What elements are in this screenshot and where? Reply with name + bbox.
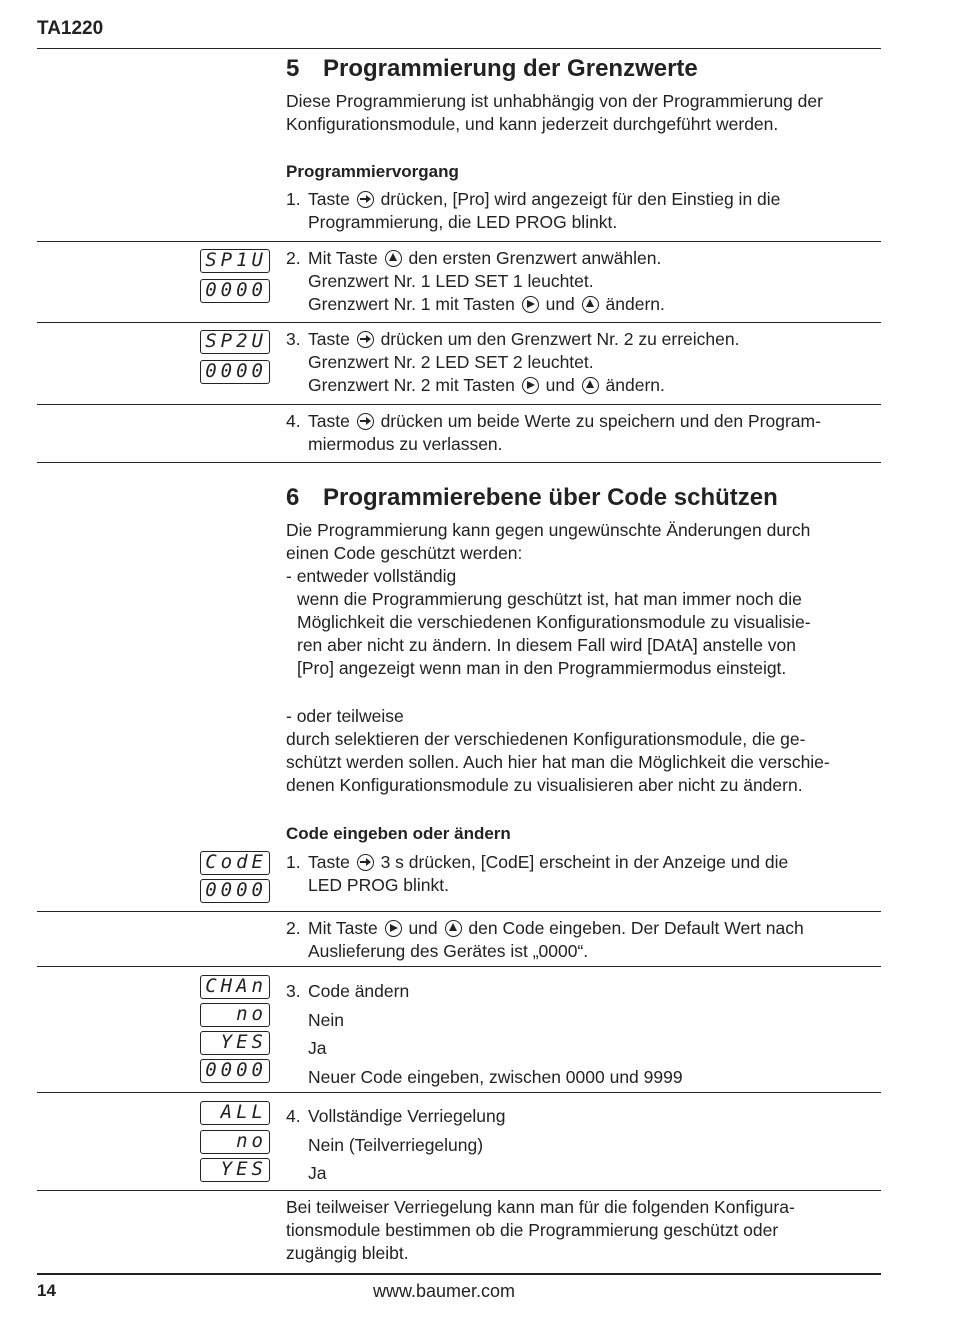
text-line: wenn die Programmierung geschützt ist, hat man immer noch die bbox=[297, 589, 802, 609]
text: und bbox=[408, 918, 438, 938]
enter-key-icon bbox=[357, 854, 374, 871]
display-sp2-value: 0000 bbox=[200, 360, 270, 384]
subheading-programmiervorgang: Programmiervorgang bbox=[286, 162, 459, 181]
full-lock-description bbox=[286, 588, 886, 680]
text-line: LED PROG blinkt. bbox=[308, 875, 450, 895]
text: Grenzwert Nr. 1 mit Tasten bbox=[308, 294, 515, 314]
text-line: Bei teilweiser Verriegelung kann man für die folgenden Konfigura- bbox=[286, 1197, 795, 1217]
step-number: 3. bbox=[286, 329, 301, 349]
text-line: tionsmodule bestimmen ob die Programmierung geschützt oder bbox=[286, 1220, 779, 1240]
page-number: 14 bbox=[37, 1281, 56, 1300]
step-2 bbox=[286, 247, 665, 316]
up-key-icon bbox=[445, 920, 462, 937]
subheading-code-eingeben: Code eingeben oder ändern bbox=[286, 824, 511, 843]
footer-url: www.baumer.com bbox=[373, 1281, 516, 1301]
text-line: Auslieferung des Gerätes ist „0000“. bbox=[308, 941, 589, 961]
section-6-intro bbox=[286, 519, 886, 680]
text: und bbox=[545, 294, 575, 314]
up-key-icon bbox=[582, 296, 599, 313]
text-line: Möglichkeit die verschiedenen Konfigurationsmodule zu visualisie- bbox=[297, 612, 811, 632]
text-line bbox=[286, 293, 665, 316]
closing-paragraph bbox=[286, 1196, 886, 1265]
text: Taste bbox=[308, 411, 350, 431]
text: drücken, [Pro] wird angezeigt für den Einstieg in die bbox=[380, 189, 781, 209]
section-title: Programmierung der Grenzwerte bbox=[323, 55, 698, 82]
text-line: schützt werden sollen. Auch hier hat man die Möglichkeit die verschie- bbox=[286, 752, 830, 772]
text: Taste bbox=[308, 189, 350, 209]
right-key-icon bbox=[522, 377, 539, 394]
document-title: TA1220 bbox=[37, 18, 104, 39]
step-number: 2. bbox=[286, 248, 301, 268]
text-line: denen Konfigurationsmodule zu visualisieren aber nicht zu ändern. bbox=[286, 775, 803, 795]
step-number: 1. bbox=[286, 189, 301, 209]
divider bbox=[37, 911, 881, 912]
text: Code ändern bbox=[308, 981, 410, 1001]
step-3 bbox=[286, 328, 740, 397]
section-title: Programmierebene über Code schützen bbox=[323, 484, 778, 511]
divider bbox=[37, 48, 881, 49]
option-yes: Ja bbox=[308, 1038, 327, 1058]
section-6-heading bbox=[286, 484, 778, 512]
section-number: 5 bbox=[286, 55, 300, 82]
text: und bbox=[545, 375, 575, 395]
divider bbox=[37, 966, 881, 967]
text: den Code eingeben. Der Default Wert nach bbox=[468, 918, 804, 938]
enter-key-icon bbox=[357, 331, 374, 348]
text: Taste bbox=[308, 329, 350, 349]
right-key-icon bbox=[385, 920, 402, 937]
text: den ersten Grenzwert anwählen. bbox=[408, 248, 662, 268]
display-sp2u: SP2U bbox=[200, 330, 270, 354]
section-5-intro bbox=[286, 90, 886, 136]
divider bbox=[37, 462, 881, 463]
step-number: 2. bbox=[286, 918, 301, 938]
partial-lock-description bbox=[286, 705, 886, 797]
display-all: ALL bbox=[200, 1101, 270, 1125]
right-key-icon bbox=[522, 296, 539, 313]
enter-key-icon bbox=[357, 191, 374, 208]
text: Mit Taste bbox=[308, 248, 378, 268]
text-line: Die Programmierung kann gegen ungewünschte Änderungen durch bbox=[286, 520, 811, 540]
step-number: 1. bbox=[286, 852, 301, 872]
up-key-icon bbox=[385, 250, 402, 267]
text: Mit Taste bbox=[308, 918, 378, 938]
display-new-code: 0000 bbox=[200, 1059, 270, 1083]
step-number: 4. bbox=[286, 1106, 301, 1126]
display-code: CodE bbox=[200, 851, 270, 875]
text-line: ren aber nicht zu ändern. In diesem Fall wird [DAtA] anstelle von bbox=[297, 635, 796, 655]
option-no: Nein (Teilverriegelung) bbox=[308, 1134, 484, 1155]
text-line: miermodus zu verlassen. bbox=[308, 434, 503, 454]
text: ändern. bbox=[605, 294, 665, 314]
text-line: einen Code geschützt werden: bbox=[286, 543, 523, 563]
display-yes: YES bbox=[200, 1158, 270, 1182]
step-number: 3. bbox=[286, 981, 301, 1001]
text-line: Programmierung, die LED PROG blinkt. bbox=[308, 212, 618, 232]
section-number: 6 bbox=[286, 484, 300, 511]
text-line: Konfigurationsmodule, und kann jederzeit durchgeführt werden. bbox=[286, 114, 779, 134]
code-step-2 bbox=[286, 917, 804, 963]
text: Grenzwert Nr. 2 mit Tasten bbox=[308, 375, 515, 395]
text-line: - entweder vollständig bbox=[286, 566, 457, 586]
code-step-3 bbox=[286, 977, 683, 1091]
display-yes: YES bbox=[200, 1031, 270, 1055]
divider bbox=[37, 404, 881, 405]
text: 3 s drücken, [CodE] erscheint in der Anzeige und die bbox=[380, 852, 789, 872]
display-no: no bbox=[200, 1003, 270, 1027]
section-5-heading bbox=[286, 55, 698, 83]
option-no: Nein bbox=[308, 1009, 344, 1030]
text-line: durch selektieren der verschiedenen Konfigurationsmodule, die ge- bbox=[286, 729, 806, 749]
text-line: Grenzwert Nr. 1 LED SET 1 leuchtet. bbox=[308, 271, 594, 291]
text-line bbox=[286, 374, 740, 397]
code-step-4 bbox=[286, 1102, 506, 1188]
divider bbox=[37, 241, 881, 242]
text-line bbox=[286, 977, 683, 1006]
text-line: Diese Programmierung ist unhabhängig von der Programmierung der bbox=[286, 91, 823, 111]
display-code-value: 0000 bbox=[200, 879, 270, 903]
footer-divider bbox=[37, 1273, 881, 1275]
divider bbox=[37, 1092, 881, 1093]
enter-key-icon bbox=[357, 413, 374, 430]
step-4 bbox=[286, 410, 821, 456]
divider bbox=[37, 1190, 881, 1191]
text: Taste bbox=[308, 852, 350, 872]
step-1 bbox=[286, 188, 780, 234]
text-line bbox=[286, 1102, 506, 1131]
text-line: zugängig bleibt. bbox=[286, 1243, 409, 1263]
display-sp1u: SP1U bbox=[200, 249, 270, 273]
text-line: - oder teilweise bbox=[286, 706, 404, 726]
step-number: 4. bbox=[286, 411, 301, 431]
code-step-1 bbox=[286, 851, 788, 897]
display-sp1-value: 0000 bbox=[200, 279, 270, 303]
text: Vollständige Verriegelung bbox=[308, 1106, 506, 1126]
up-key-icon bbox=[582, 377, 599, 394]
text: drücken um den Grenzwert Nr. 2 zu erreichen. bbox=[380, 329, 740, 349]
divider bbox=[37, 322, 881, 323]
text-line: [Pro] angezeigt wenn man in den Programmiermodus einsteigt. bbox=[297, 658, 787, 678]
option-yes: Ja bbox=[308, 1163, 327, 1183]
text: ändern. bbox=[605, 375, 665, 395]
display-no: no bbox=[200, 1130, 270, 1154]
display-chan: CHAn bbox=[200, 975, 270, 999]
option-new-code: Neuer Code eingeben, zwischen 0000 und 9999 bbox=[308, 1066, 683, 1087]
text-line: Grenzwert Nr. 2 LED SET 2 leuchtet. bbox=[308, 352, 594, 372]
text: drücken um beide Werte zu speichern und den Program- bbox=[380, 411, 821, 431]
